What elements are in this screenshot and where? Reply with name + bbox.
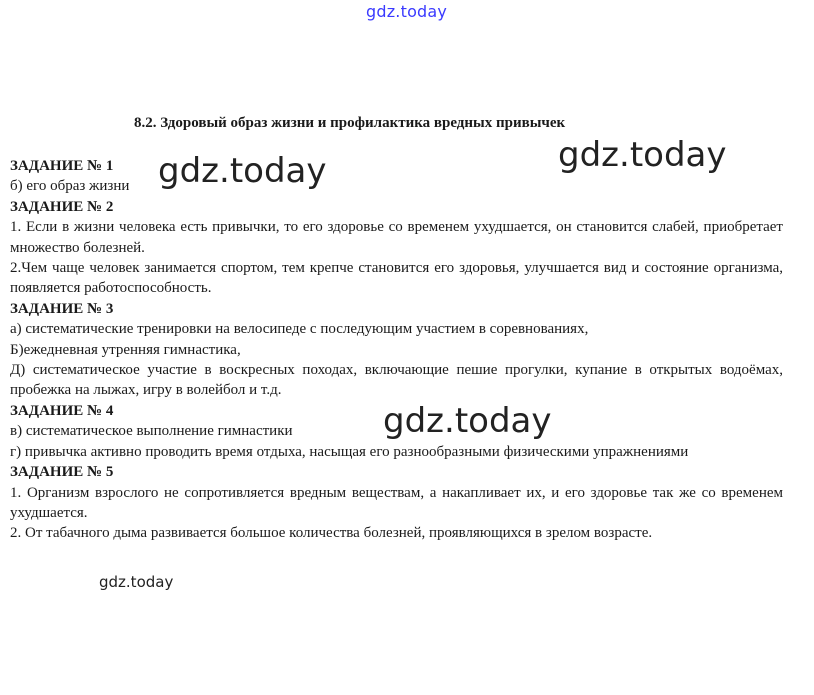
task-5-answer-1: 1. Организм взрослого не сопротивляется вредным веществам, а накапливает их, и его здоровье так же со временем ухудшается. xyxy=(10,484,783,521)
task-1-answer: б) его образ жизни xyxy=(10,178,130,195)
task-4-answer-v: в) систематическое выполнение гимнастики xyxy=(10,423,293,440)
page-title: 8.2. Здоровый образ жизни и профилактика вредных привычек xyxy=(134,115,566,131)
task-4-heading: ЗАДАНИЕ № 4 xyxy=(10,402,114,419)
task-3-heading: ЗАДАНИЕ № 3 xyxy=(10,300,114,317)
task-4-answer-g: г) привычка активно проводить время отдыха, насыщая его разнообразными физическими упражнениями xyxy=(10,443,689,460)
task-2-answer-1: 1. Если в жизни человека есть привычки, то его здоровье со временем ухудшается, он становится слабей, приобретает множество болезней. xyxy=(10,219,783,256)
watermark-overlay-2: gdz.today xyxy=(558,135,727,175)
task-3-answer-a: а) систематические тренировки на велосипеде с последующим участием в соревнованиях, xyxy=(10,321,589,338)
watermark-top: gdz.today xyxy=(366,2,448,21)
task-3-answer-b: Б)ежедневная утренняя гимнастика, xyxy=(10,341,241,358)
task-3-answer-d: Д) систематическое участие в воскресных походах, включающие пешие прогулки, купание в открытых водоёмах, пробежка на лыжах, игру в волейбол и т.д. xyxy=(10,362,783,399)
task-5-heading: ЗАДАНИЕ № 5 xyxy=(10,464,114,481)
task-1-heading: ЗАДАНИЕ № 1 xyxy=(10,158,114,174)
watermark-overlay-3: gdz.today xyxy=(383,401,552,441)
watermark-overlay-1: gdz.today xyxy=(158,151,327,191)
task-5-answer-2: 2. От табачного дыма развивается большое количества болезней, проявляющихся в зрелом возрасте. xyxy=(10,525,653,542)
watermark-overlay-4: gdz.today xyxy=(99,573,174,591)
task-2-answer-2: 2.Чем чаще человек занимается спортом, тем крепче становится его здоровья, улучшается вид и состояние организма, появляется работоспособность. xyxy=(10,260,783,297)
task-2-heading: ЗАДАНИЕ № 2 xyxy=(10,198,114,215)
